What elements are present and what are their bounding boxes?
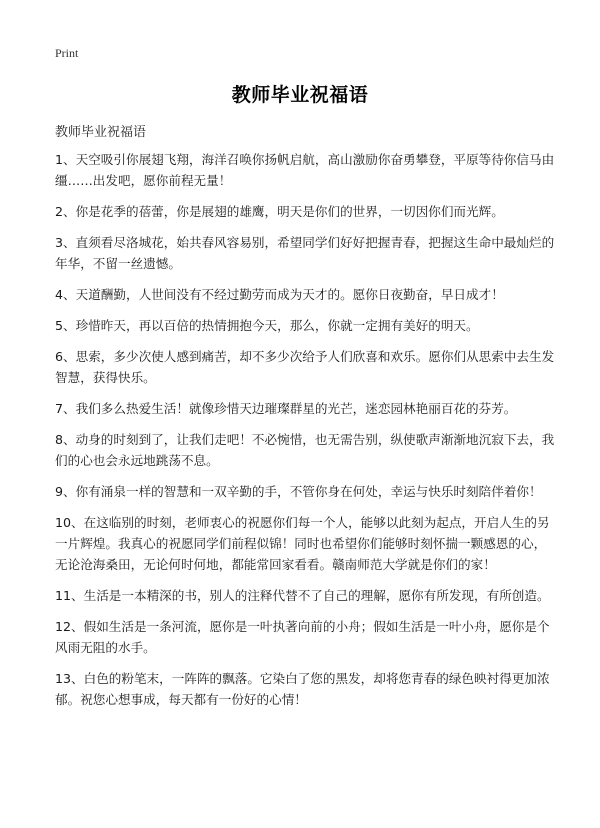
- list-item: 1、天空吸引你展翅飞翔，海洋召唤你扬帆启航，高山激励你奋勇攀登，平原等待你信马由缰……出发吧，愿你前程无量！: [55, 152, 555, 188]
- list-item: 8、动身的时刻到了，让我们走吧！不必惋惜，也无需告别，纵使歌声渐渐地沉寂下去，我们的心也会永远地跳荡不息。: [55, 432, 555, 468]
- page-subtitle: 教师毕业祝福语: [55, 125, 147, 140]
- print-link[interactable]: Print: [55, 46, 79, 60]
- list-item: 6、思索，多少次使人感到痛苦，却不多少次给予人们欣喜和欢乐。愿你们从思索中去生发智慧，获得快乐。: [55, 349, 555, 385]
- list-item: 11、生活是一本精深的书，别人的注释代替不了自己的理解，愿你有所发现，有所创造。: [55, 588, 550, 603]
- list-item: 7、我们多么热爱生活！就像珍惜天边璀璨群星的光芒，迷恋园林艳丽百花的芬芳。: [55, 401, 517, 416]
- page-title: 教师毕业祝福语: [231, 84, 369, 106]
- list-item: 3、直须看尽洛城花，始共春风容易别，希望同学们好好把握青春，把握这生命中最灿烂的年华，不留一丝遗憾。: [55, 235, 555, 271]
- list-item: 2、你是花季的蓓蕾，你是展翅的雄鹰，明天是你们的世界，一切因你们而光辉。: [55, 204, 504, 219]
- list-item: 10、在这临别的时刻，老师衷心的祝愿你们每一个人，能够以此刻为起点，开启人生的另一片辉煌。我真心的祝愿同学们前程似锦！同时也希望你们能够时刻怀揣一颗感恩的心，无论沧海桑田，无论何时何地，都能常回家看看。赣南师范大学就是你们的家！: [55, 515, 550, 572]
- list-item: 13、白色的粉笔末，一阵阵的飘落。它染白了您的黑发，却将您青春的绿色映衬得更加浓郁。祝您心想事成，每天都有一份好的心情！: [55, 671, 550, 707]
- blessing-list: [55, 149, 555, 720]
- list-item: 9、你有涌泉一样的智慧和一双辛勤的手，不管你身在何处，幸运与快乐时刻陪伴着你！: [55, 484, 542, 499]
- list-item: 12、假如生活是一条河流，愿你是一叶执著向前的小舟；假如生活是一叶小舟，愿你是个风雨无阻的水手。: [55, 619, 550, 655]
- list-item: 4、天道酬勤，人世间没有不经过勤劳而成为天才的。愿你日夜勤奋，早日成才！: [55, 287, 504, 302]
- list-item: 5、珍惜昨天，再以百倍的热情拥抱今天，那么，你就一定拥有美好的明天。: [55, 318, 479, 333]
